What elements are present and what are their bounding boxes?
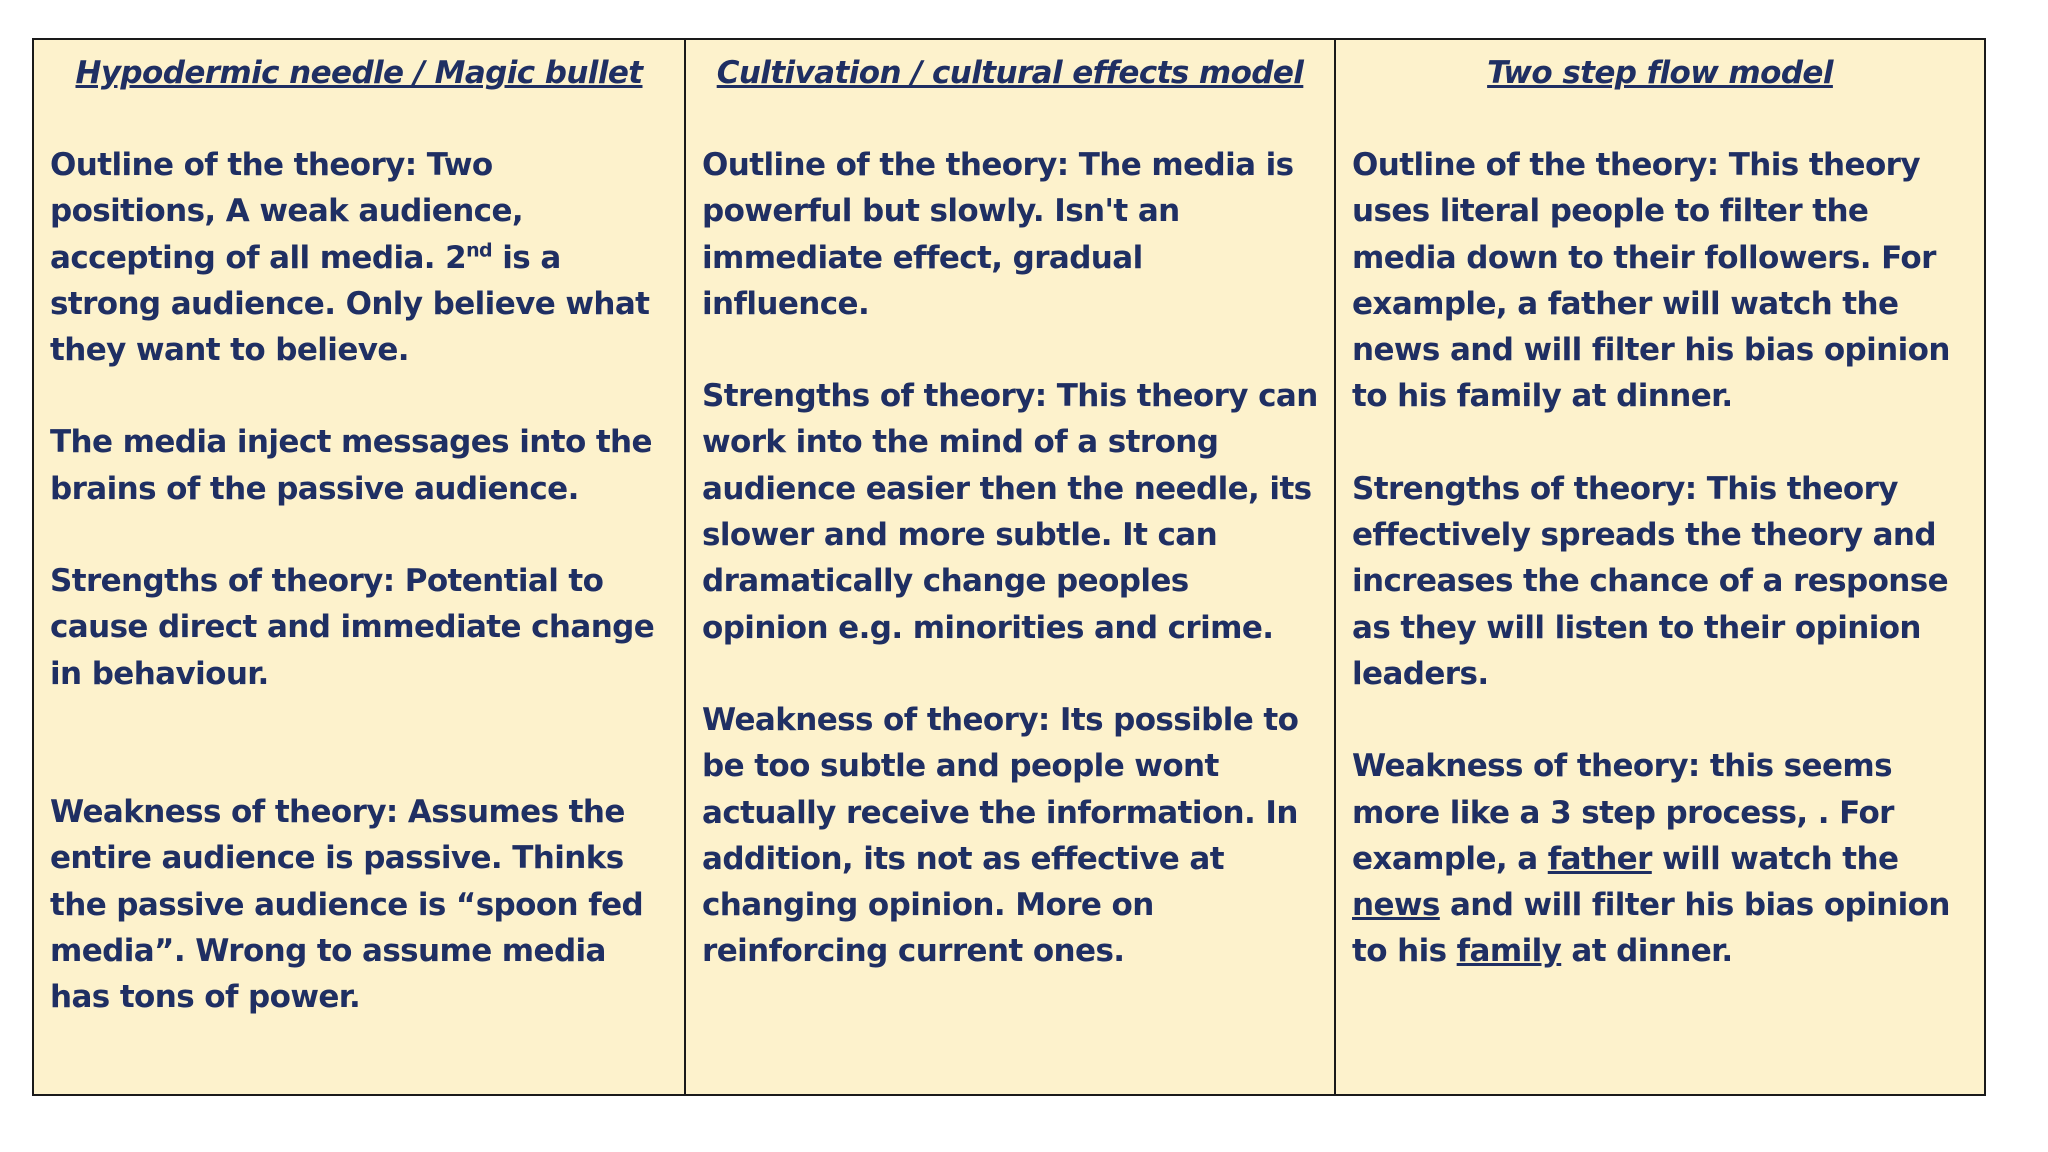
- outline-paragraph: Outline of the theory: Two positions, A weak audience, accepting of all media. 2nd is a strong audience. Only believe what they want to believe.: [50, 147, 650, 369]
- underlined-word-father: father: [1547, 840, 1652, 877]
- column-heading: Two step flow model: [1487, 55, 1833, 91]
- weakness-paragraph: Weakness of theory: Assumes the entire audience is passive. Thinks the passive audience is “spoon fed media”. Wrong to assume media has tons of power.: [50, 793, 644, 1016]
- outline-paragraph: Outline of the theory: The media is powerful but slowly. Isn't an immediate effect, gradual influence.: [702, 147, 1294, 322]
- underlined-word-news: news: [1352, 887, 1440, 924]
- theory-comparison-table: [32, 38, 1986, 1096]
- column-two-step-flow: [1334, 40, 1984, 1094]
- column-hypodermic-needle: [34, 40, 684, 1094]
- strengths-paragraph: Strengths of theory: This theory can work into the mind of a strong audience easier then the needle, its slower and more subtle. It can dramatically change peoples opinion e.g. minorities and crime.: [702, 378, 1318, 646]
- weakness-paragraph: Weakness of theory: this seems more like a 3 step process, . For example, a father will watch the news and will filter his bias opinion to his family at dinner.: [1352, 748, 1950, 970]
- strengths-paragraph: Strengths of theory: This theory effectively spreads the theory and increases the chance of a response as they will listen to their opinion leaders.: [1352, 470, 1949, 692]
- column-heading: Hypodermic needle / Magic bullet: [75, 55, 643, 91]
- inject-paragraph: The media inject messages into the brains of the passive audience.: [50, 424, 652, 507]
- column-cultivation: [684, 40, 1334, 1094]
- underlined-word-family: family: [1456, 933, 1562, 970]
- weakness-paragraph: Weakness of theory: Its possible to be too subtle and people wont actually receive the information. In addition, its not as effective at changing opinion. More on reinforcing current ones.: [702, 701, 1299, 970]
- outline-paragraph: Outline of the theory: This theory uses literal people to filter the media down to their followers. For example, a father will watch the news and will filter his bias opinion to his family at dinner.: [1352, 147, 1950, 415]
- strengths-paragraph: Strengths of theory: Potential to cause direct and immediate change in behaviour.: [50, 563, 655, 692]
- column-heading: Cultivation / cultural effects model: [716, 55, 1304, 91]
